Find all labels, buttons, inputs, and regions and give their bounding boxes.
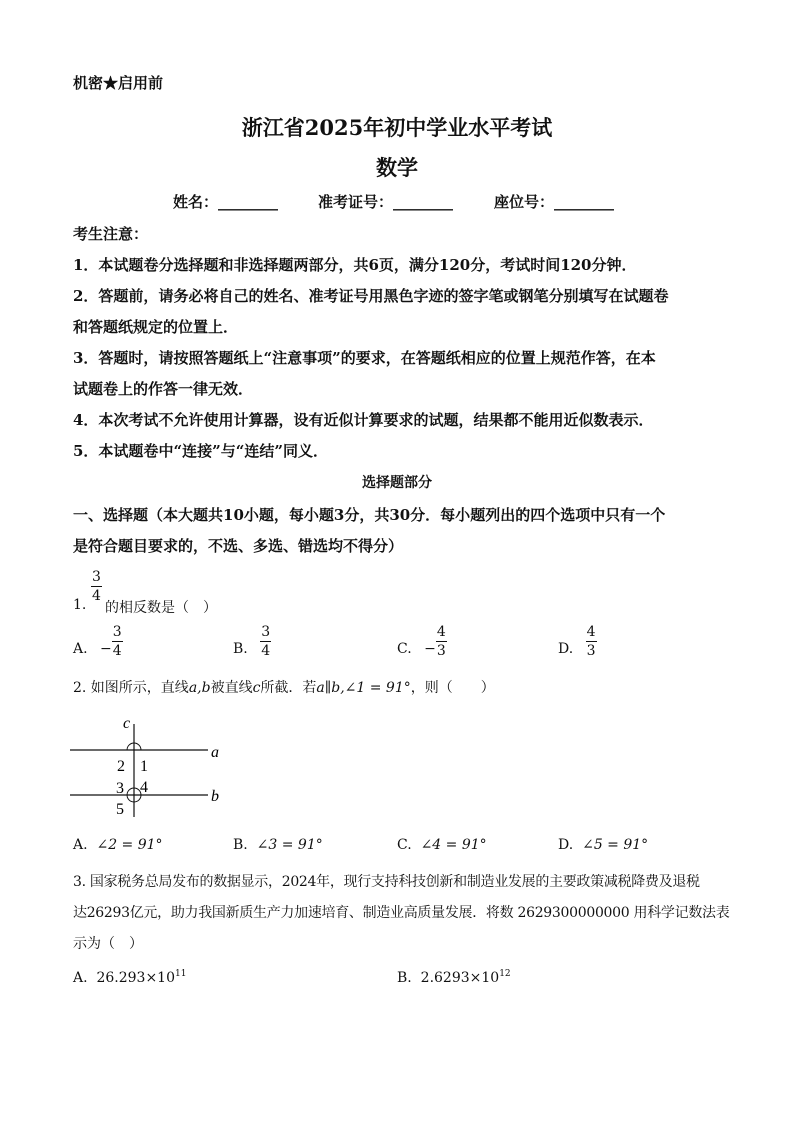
option-sign: − — [100, 640, 112, 657]
option-letter: A. — [73, 640, 88, 657]
question-2 — [73, 677, 495, 697]
option-fraction-num: 3 — [112, 624, 122, 640]
field-name-blank: ________ — [218, 193, 279, 211]
option-letter: A. — [73, 970, 88, 986]
q2-text: 2. 如图所示，直线 — [73, 680, 189, 696]
option-exponent: 11 — [175, 969, 187, 979]
option-letter: C. — [397, 837, 412, 853]
question-3-line-3: 示为（ ） — [73, 936, 143, 952]
option-letter: C. — [397, 640, 412, 657]
q3-option-b — [397, 969, 511, 986]
q2-text: 所截．若 — [260, 680, 317, 696]
option-expr: ∠5 = 91° — [582, 837, 649, 853]
q2-text: ，则（ ） — [410, 680, 495, 696]
option-mantissa: 2.6293×10 — [420, 970, 500, 986]
exam-subject: 数学 — [376, 155, 418, 180]
field-seat — [494, 191, 614, 212]
q1-option-c — [397, 625, 447, 658]
q2-text: 被直线 — [210, 680, 253, 696]
option-letter: B. — [397, 970, 412, 986]
question-3-line-1: 3. 国家税务总局发布的数据显示，2024年，现行支持科技创新和制造业发展的主要政策减税降费及退税 — [73, 874, 700, 890]
option-expr: ∠2 = 91° — [96, 837, 163, 853]
option-mantissa: 26.293×10 — [96, 970, 175, 986]
option-fraction-den: 4 — [261, 643, 271, 659]
option-expr: ∠4 = 91° — [420, 837, 487, 853]
notice-line: 试题卷上的作答一律无效． — [73, 380, 254, 398]
option-letter: B. — [233, 837, 248, 853]
option-letter: D. — [558, 640, 574, 657]
label-angle-5: 5 — [116, 801, 124, 818]
label-angle-2: 2 — [117, 758, 125, 775]
q2-figure — [70, 712, 240, 822]
field-name-label: 姓名： — [173, 193, 219, 211]
secret-label: 机密★启用前 — [73, 74, 164, 92]
option-fraction-num: 4 — [436, 624, 446, 640]
label-b: b — [211, 788, 219, 805]
q2-option-d — [558, 837, 648, 853]
q2-condition: a∥b,∠1 = 91° — [316, 680, 411, 696]
question-3-line-2: 达26293亿元，助力我国新质生产力加速培育、制造业高质量发展．将数 2629300000000 用科学记数法表 — [73, 905, 730, 921]
field-ticket — [318, 191, 453, 212]
option-letter: D. — [558, 837, 574, 853]
field-seat-label: 座位号： — [494, 193, 555, 211]
q1-number: 1. — [73, 597, 87, 613]
field-ticket-blank: ________ — [393, 193, 454, 211]
label-a: a — [211, 744, 219, 761]
q1-fraction — [91, 570, 102, 603]
q2-option-c — [397, 837, 487, 853]
field-ticket-label: 准考证号： — [318, 193, 394, 211]
notice-line: 1．本试题卷分选择题和非选择题两部分，共6页，满分120分，考试时间120分钟． — [73, 256, 637, 274]
field-name — [173, 191, 278, 212]
q1-fraction-den: 4 — [92, 588, 101, 604]
option-fraction-num: 3 — [261, 624, 271, 640]
option-letter: B. — [233, 640, 248, 657]
notice-line: 4．本次考试不允许使用计算器，设有近似计算要求的试题，结果都不能用近似数表示． — [73, 411, 654, 429]
q1-fraction-num: 3 — [92, 569, 101, 585]
option-fraction — [260, 625, 271, 658]
q2-option-a — [73, 837, 163, 853]
notice-line: 2．答题前，请务必将自己的姓名、准考证号用黑色字迹的签字笔或钢笔分别填写在试题卷 — [73, 287, 669, 305]
section-title: 选择题部分 — [362, 475, 432, 491]
q1-option-d — [558, 625, 597, 658]
option-fraction — [436, 625, 447, 658]
option-fraction-num: 4 — [586, 624, 596, 640]
part1-heading-cont: 是符合题目要求的，不选、多选、错选均不得分） — [73, 537, 404, 555]
label-angle-4: 4 — [140, 779, 148, 796]
option-letter: A. — [73, 837, 88, 853]
option-fraction — [586, 625, 597, 658]
part1-heading: 一、选择题（本大题共10小题，每小题3分，共30分．每小题列出的四个选项中只有一个 — [73, 506, 666, 524]
q3-option-a — [73, 969, 186, 986]
option-fraction-den: 3 — [436, 643, 446, 659]
option-fraction — [112, 625, 123, 658]
field-seat-blank: ________ — [554, 193, 615, 211]
q2-option-b — [233, 837, 323, 853]
q2-vars: a,b — [188, 680, 211, 696]
notice-line: 3．答题时，请按照答题纸上“注意事项”的要求，在答题纸相应的位置上规范作答，在本 — [73, 349, 656, 367]
q2-var-c: c — [252, 680, 261, 696]
q1-text: 的相反数是（ ） — [105, 600, 217, 616]
option-fraction-den: 4 — [112, 643, 122, 659]
q1-option-a — [73, 625, 123, 658]
option-fraction-den: 3 — [586, 643, 596, 659]
exam-title: 浙江省2025年初中学业水平考试 — [241, 115, 553, 140]
label-angle-1: 1 — [140, 758, 148, 775]
label-c: c — [123, 715, 131, 732]
notice-heading: 考生注意： — [73, 225, 149, 243]
option-sign: − — [424, 640, 436, 657]
option-exponent: 12 — [499, 969, 511, 979]
label-angle-3: 3 — [116, 780, 124, 797]
option-expr: ∠3 = 91° — [256, 837, 323, 853]
q1-option-b — [233, 625, 271, 658]
notice-line: 5．本试题卷中“连接”与“连结”同义． — [73, 442, 328, 460]
notice-line: 和答题纸规定的位置上． — [73, 318, 239, 336]
